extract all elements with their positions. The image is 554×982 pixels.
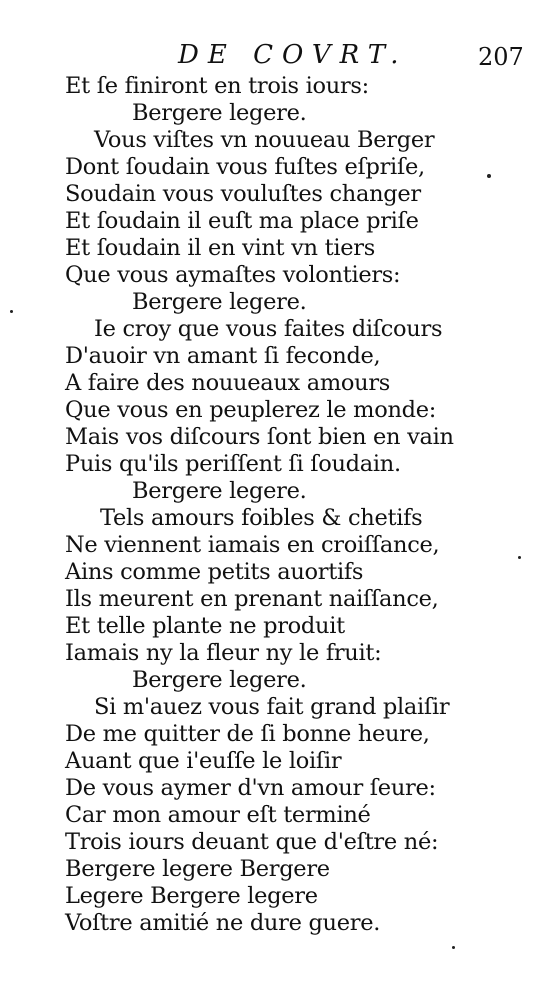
verse-line: Ne viennent iamais en croiſſance,	[65, 532, 440, 558]
ink-speck	[10, 310, 13, 313]
verse-line: Iamais ny la fleur ny le fruit:	[65, 640, 382, 666]
running-title: DE COVRT.	[178, 40, 408, 70]
verse-line: Ils meurent en prenant naiſſance,	[65, 586, 439, 612]
verse-line: Et ſoudain il en vint vn tiers	[65, 235, 375, 261]
verse-line: Puis qu'ils periſſent ſi ſoudain.	[65, 451, 401, 477]
page-number: 207	[478, 43, 524, 71]
verse-line: De me quitter de ſi bonne heure,	[65, 721, 430, 747]
verse-line: Legere Bergere legere	[65, 883, 318, 909]
refrain-line: Bergere legere.	[132, 478, 307, 504]
ink-speck	[452, 946, 455, 949]
ink-speck	[518, 556, 521, 559]
verse-line: Soudain vous vouluſtes changer	[65, 181, 421, 207]
verse-line: Dont ſoudain vous fuſtes eſpriſe,	[65, 154, 425, 180]
verse-line: Ie croy que vous faites diſcours	[94, 316, 443, 342]
verse-line: Auant que i'euſſe le loiſir	[65, 748, 342, 774]
refrain-line: Bergere legere.	[132, 289, 307, 315]
verse-line: Et telle plante ne produit	[65, 613, 345, 639]
verse-line: Et ſoudain il euſt ma place priſe	[65, 208, 419, 234]
verse-line: De vous aymer d'vn amour ſeure:	[65, 775, 436, 801]
verse-line: D'auoir vn amant ſi feconde,	[65, 343, 381, 369]
verse-line: Trois iours deuant que d'eſtre né:	[65, 829, 439, 855]
verse-line: Voſtre amitié ne dure guere.	[65, 910, 381, 936]
verse-line: Que vous en peuplerez le monde:	[65, 397, 437, 423]
verse-line: Si m'auez vous fait grand plaiſir	[94, 694, 450, 720]
refrain-line: Bergere legere.	[132, 100, 307, 126]
verse-line: Mais vos diſcours ſont bien en vain	[65, 424, 454, 450]
verse-line: Vous viſtes vn nouueau Berger	[94, 127, 435, 153]
verse-line: Que vous aymaſtes volontiers:	[65, 262, 401, 288]
verse-line: Tels amours foibles & chetifs	[100, 505, 423, 531]
verse-line: Ains comme petits auortifs	[65, 559, 364, 585]
verse-line: A faire des nouueaux amours	[65, 370, 391, 396]
verse-line: Et ſe finiront en trois iours:	[65, 73, 369, 99]
verse-line: Car mon amour eſt terminé	[65, 802, 371, 828]
ink-speck	[487, 174, 491, 178]
verse-line: Bergere legere Bergere	[65, 856, 330, 882]
refrain-line: Bergere legere.	[132, 667, 307, 693]
